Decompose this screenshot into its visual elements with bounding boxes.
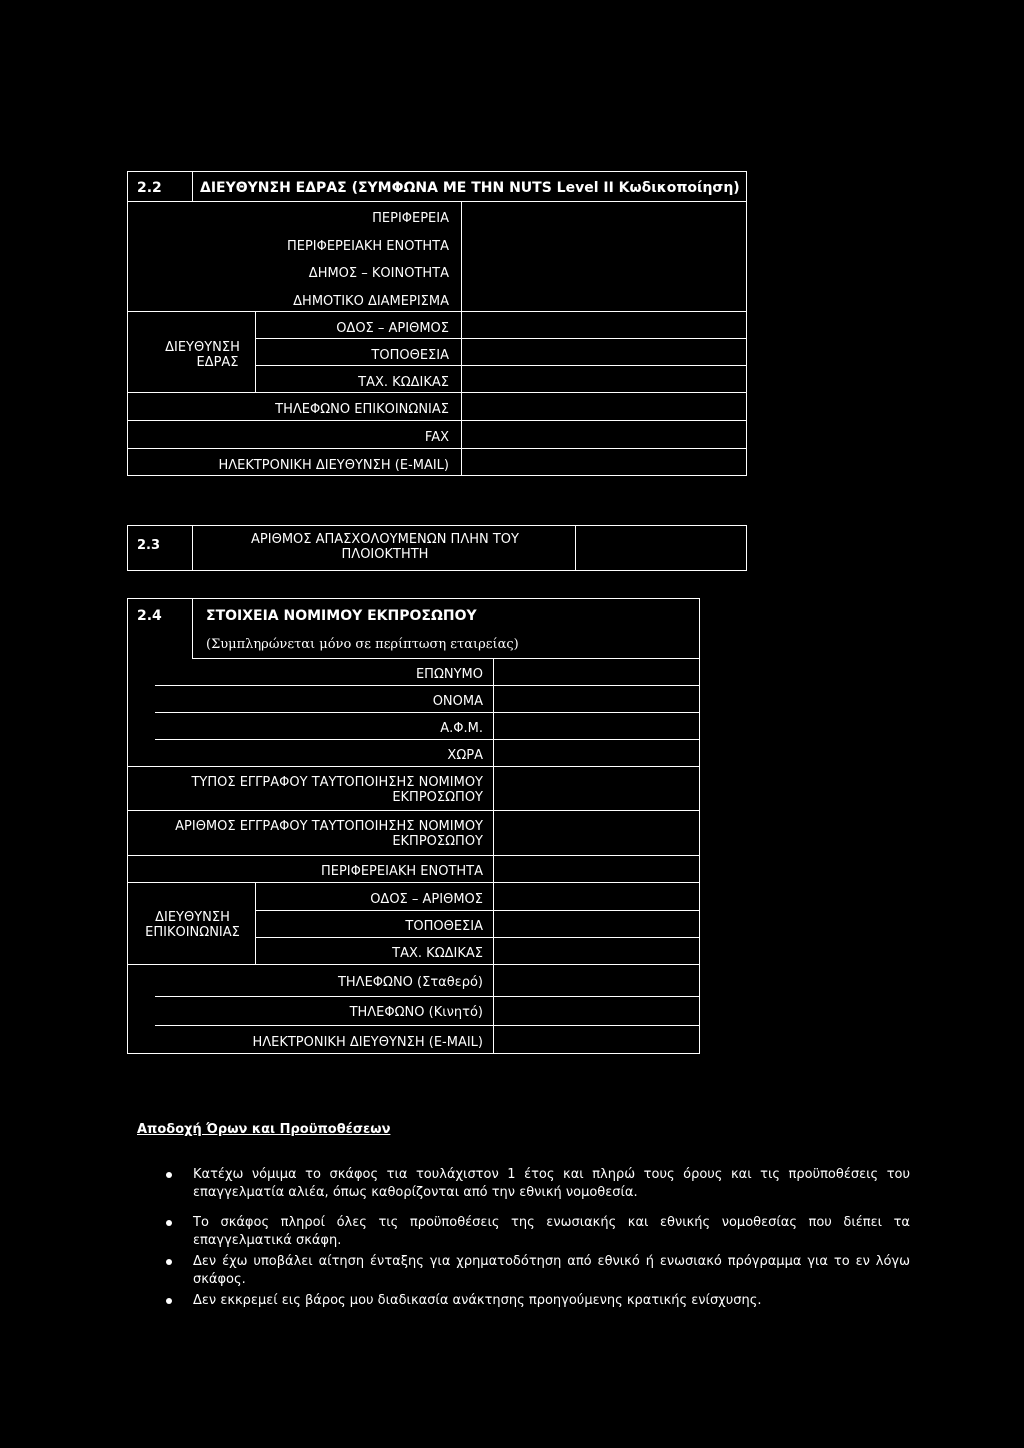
divider xyxy=(192,525,193,571)
label-typos: ΤΥΠΟΣ ΕΓΓΡΑΦΟΥ ΤΑΥΤΟΠΟΙΗΣΗΣ ΝΟΜΙΜΟΥ ΕΚΠΡΟΣΩΠΟΥ xyxy=(191,775,483,805)
divider xyxy=(255,937,700,938)
group-label-line: ΔΙΕΥΘΥΝΣΗ xyxy=(165,340,240,355)
divider xyxy=(255,311,256,392)
group-label-edras xyxy=(150,340,255,370)
group-label-line: ΕΔΡΑΣ xyxy=(196,355,239,370)
section-2-4-number: 2.4 xyxy=(137,608,162,624)
label-tk: ΤΑΧ. ΚΩΔΙΚΑΣ xyxy=(358,375,449,390)
divider xyxy=(155,685,700,686)
label-odos-2: ΟΔΟΣ – ΑΡΙΘΜΟΣ xyxy=(370,892,483,907)
label-onoma: ΟΝΟΜΑ xyxy=(432,694,483,709)
divider xyxy=(127,201,747,202)
label-odos: ΟΔΟΣ – ΑΡΙΘΜΟΣ xyxy=(336,321,449,336)
terms-list xyxy=(166,1166,910,1310)
terms-item-text: Κατέχω νόμιμα το σκάφος τια τουλάχιστον 1 έτος και πληρώ τους όρους και τις προϋποθέσεις του επαγγελματία αλιέα, όπως καθορίζονται από την εθνική νομοθεσία. xyxy=(193,1167,910,1200)
list-item xyxy=(166,1214,910,1250)
label-periferiaki-enotita-2: ΠΕΡΙΦΕΡΕΙΑΚΗ ΕΝΟΤΗΤΑ xyxy=(320,864,483,879)
label-email-2: ΗΛΕΚΤΡΟΝΙΚΗ ΔΙΕΥΘΥΝΣΗ (E-MAIL) xyxy=(252,1035,483,1050)
divider xyxy=(127,964,700,965)
divider xyxy=(255,338,747,339)
divider xyxy=(192,598,193,658)
bullet-icon xyxy=(166,1172,172,1178)
label-til-stathero: ΤΗΛΕΦΩΝΟ (Σταθερό) xyxy=(337,975,483,990)
group-label-epikoinonias xyxy=(130,910,255,940)
divider xyxy=(127,448,747,449)
divider xyxy=(493,658,494,1054)
divider xyxy=(255,910,700,911)
section-2-2-title: ΔΙΕΥΘΥΝΣΗ ΕΔΡΑΣ (ΣΥΜΦΩΝΑ ΜΕ ΤΗΝ NUTS Level II Κωδικοποίηση) xyxy=(200,180,740,196)
terms-item-text: Το σκάφος πληροί όλες τις προϋποθέσεις της ενωσιακής και εθνικής νομοθεσίας που διέπει τα επαγγελματικά σκάφη. xyxy=(193,1215,910,1248)
divider xyxy=(127,311,747,312)
divider xyxy=(155,739,700,740)
label-afm: Α.Φ.Μ. xyxy=(440,721,483,736)
label-xora: ΧΩΡΑ xyxy=(447,748,483,763)
divider xyxy=(192,171,193,201)
label-periferiaki-enotita: ΠΕΡΙΦΕΡΕΙΑΚΗ ΕΝΟΤΗΤΑ xyxy=(286,239,449,254)
label-dimos: ΔΗΜΟΣ – ΚΟΙΝΟΤΗΤΑ xyxy=(308,266,449,281)
section-2-4-title: ΣΤΟΙΧΕΙΑ ΝΟΜΙΜΟΥ ΕΚΠΡΟΣΩΠΟΥ xyxy=(206,608,477,624)
label-til-kinito: ΤΗΛΕΦΩΝΟ (Κινητό) xyxy=(349,1005,483,1020)
list-item xyxy=(166,1253,910,1289)
section-2-3-number: 2.3 xyxy=(137,538,161,553)
label-topothesia-2: ΤΟΠΟΘΕΣΙΑ xyxy=(405,919,483,934)
divider xyxy=(155,1025,700,1026)
divider xyxy=(127,420,747,421)
bullet-icon xyxy=(166,1259,172,1265)
label-topothesia: ΤΟΠΟΘΕΣΙΑ xyxy=(371,348,449,363)
group-label-line: ΕΠΙΚΟΙΝΩΝΙΑΣ xyxy=(145,925,240,940)
section-2-2-number: 2.2 xyxy=(137,180,162,196)
divider xyxy=(255,365,747,366)
label-periferia: ΠΕΡΙΦΕΡΕΙΑ xyxy=(372,211,449,226)
divider xyxy=(575,525,576,571)
label-tk-2: ΤΑΧ. ΚΩΔΙΚΑΣ xyxy=(392,946,483,961)
divider xyxy=(127,766,700,767)
terms-item-text: Δεν έχω υποβάλει αίτηση ένταξης για χρηματοδότηση από εθνικό ή ενωσιακό πρόγραμμα για το εν λόγω σκάφος. xyxy=(193,1254,910,1287)
list-item xyxy=(166,1292,910,1310)
divider xyxy=(192,658,700,659)
divider xyxy=(127,392,747,393)
bullet-icon xyxy=(166,1220,172,1226)
label-tilefono: ΤΗΛΕΦΩΝΟ ΕΠΙΚΟΙΝΩΝΙΑΣ xyxy=(275,402,449,417)
group-label-line: ΔΙΕΥΘΥΝΣΗ xyxy=(155,910,230,925)
section-2-4-subtitle: (Συμπληρώνεται μόνο σε περίπτωση εταιρείας) xyxy=(206,637,519,652)
label-eponymo: ΕΠΩΝΥΜΟ xyxy=(415,667,483,682)
terms-heading: Αποδοχή Όρων και Προϋποθέσεων xyxy=(137,1122,391,1137)
bullet-icon xyxy=(166,1298,172,1304)
label-arithmos: ΑΡΙΘΜΟΣ ΕΓΓΡΑΦΟΥ ΤΑΥΤΟΠΟΙΗΣΗΣ ΝΟΜΙΜΟΥ ΕΚΠΡΟΣΩΠΟΥ xyxy=(175,819,483,849)
divider xyxy=(155,996,700,997)
list-item xyxy=(166,1166,910,1202)
divider xyxy=(155,712,700,713)
divider xyxy=(127,882,700,883)
label-email: ΗΛΕΚΤΡΟΝΙΚΗ ΔΙΕΥΘΥΝΣΗ (E-MAIL) xyxy=(218,458,449,473)
label-dimotiko: ΔΗΜΟΤΙΚΟ ΔΙΑΜΕΡΙΣΜΑ xyxy=(293,294,449,309)
label-fax: FAX xyxy=(424,430,449,445)
divider xyxy=(127,855,700,856)
divider xyxy=(255,882,256,964)
section-2-3-label: ΑΡΙΘΜΟΣ ΑΠΑΣΧΟΛΟΥΜΕΝΩΝ ΠΛΗΝ ΤΟΥ ΠΛΟΙΟΚΤΗΤΗ xyxy=(251,532,519,562)
divider xyxy=(127,810,700,811)
terms-item-text: Δεν εκκρεμεί εις βάρος μου διαδικασία ανάκτησης προηγούμενης κρατικής ενίσχυσης. xyxy=(193,1293,762,1308)
